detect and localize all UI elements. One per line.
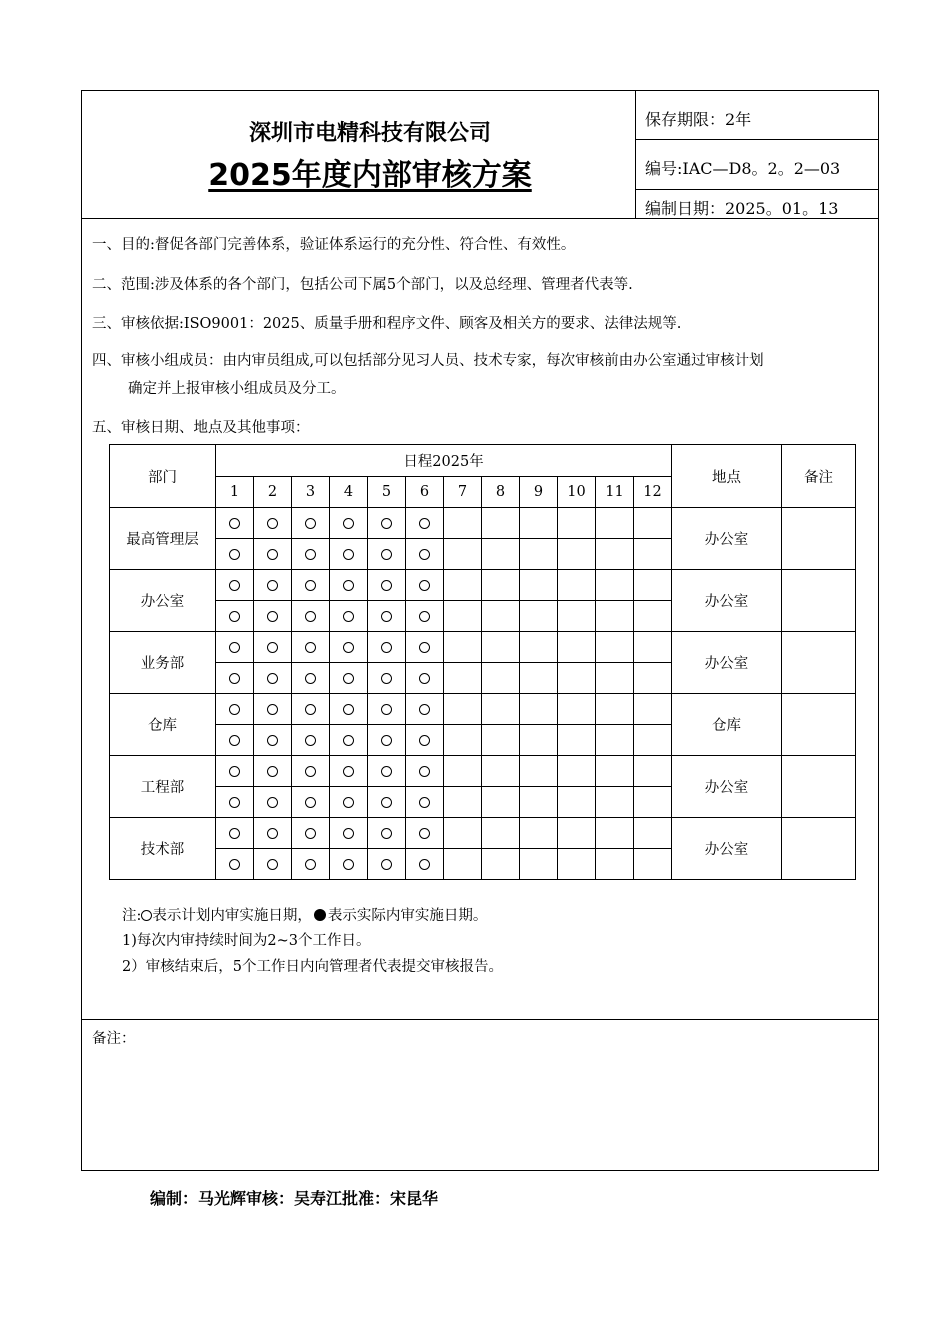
month-cell [368, 849, 406, 880]
month-cell [558, 632, 596, 663]
planned-circle-icon [229, 797, 240, 808]
month-cell [520, 818, 558, 849]
schedule-body [110, 508, 856, 880]
month-header: 8 [482, 476, 520, 508]
planned-circle-icon [305, 766, 316, 777]
month-cell [634, 725, 672, 756]
month-cell [558, 849, 596, 880]
planned-circle-icon [381, 611, 392, 622]
month-cell [444, 663, 482, 694]
section-purpose: 一、目的:督促各部门完善体系，验证体系运行的充分性、符合性、有效性。 [92, 237, 576, 253]
month-cell [482, 570, 520, 601]
month-cell [254, 539, 292, 570]
planned-circle-icon [419, 766, 430, 777]
month-cell [634, 601, 672, 632]
month-cell [292, 570, 330, 601]
planned-circle-icon [419, 704, 430, 715]
month-cell [444, 632, 482, 663]
remark-cell [782, 570, 856, 632]
planned-circle-icon [381, 735, 392, 746]
table-row [110, 632, 856, 663]
planned-circle-icon [229, 518, 240, 529]
month-header: 9 [520, 476, 558, 508]
planned-circle-icon [229, 580, 240, 591]
remarks-label: 备注： [92, 1031, 136, 1047]
month-cell [254, 849, 292, 880]
month-cell [368, 663, 406, 694]
remark-cell [782, 508, 856, 570]
note-planned-text: 表示计划内审实施日期， [152, 908, 312, 924]
planned-circle-icon [419, 797, 430, 808]
dept-cell: 最高管理层 [110, 508, 216, 570]
month-cell [330, 756, 368, 787]
month-cell [444, 601, 482, 632]
dept-cell: 办公室 [110, 570, 216, 632]
planned-circle-icon [229, 549, 240, 560]
month-cell [368, 601, 406, 632]
location-cell: 办公室 [672, 818, 782, 880]
dept-cell: 仓库 [110, 694, 216, 756]
planned-circle-icon [381, 828, 392, 839]
planned-circle-icon [267, 611, 278, 622]
month-cell [634, 632, 672, 663]
month-cell [292, 632, 330, 663]
month-cell [368, 818, 406, 849]
month-cell [254, 601, 292, 632]
month-cell [216, 787, 254, 818]
planned-circle-icon [229, 673, 240, 684]
month-cell [368, 787, 406, 818]
month-cell [520, 756, 558, 787]
month-cell [558, 694, 596, 725]
planned-circle-icon [267, 704, 278, 715]
planned-circle-icon [305, 704, 316, 715]
planned-circle-icon [305, 828, 316, 839]
remark-cell [782, 694, 856, 756]
planned-circle-icon [419, 735, 430, 746]
month-cell [292, 849, 330, 880]
month-cell [254, 663, 292, 694]
note-report: 2）审核结束后，5个工作日内向管理者代表提交审核报告。 [122, 959, 503, 975]
month-cell [444, 539, 482, 570]
planned-circle-icon [343, 673, 354, 684]
month-cell [406, 539, 444, 570]
planned-circle-icon [343, 642, 354, 653]
month-cell [444, 818, 482, 849]
month-cell [406, 570, 444, 601]
month-cell [406, 508, 444, 539]
planned-circle-icon [229, 859, 240, 870]
planned-circle-icon [229, 766, 240, 777]
header-remark: 备注 [782, 445, 856, 508]
planned-circle-icon [419, 611, 430, 622]
month-cell [634, 787, 672, 818]
month-cell [292, 725, 330, 756]
planned-circle-icon [267, 673, 278, 684]
month-header: 7 [444, 476, 482, 508]
month-cell [216, 632, 254, 663]
table-row [110, 694, 856, 725]
month-cell [520, 632, 558, 663]
month-cell [216, 539, 254, 570]
month-cell [216, 694, 254, 725]
month-cell [368, 570, 406, 601]
planned-circle-icon [305, 673, 316, 684]
month-cell [216, 818, 254, 849]
month-cell [216, 663, 254, 694]
month-header: 6 [406, 476, 444, 508]
month-cell [330, 601, 368, 632]
month-cell [444, 787, 482, 818]
planned-circle-icon [305, 642, 316, 653]
month-cell [482, 663, 520, 694]
planned-circle-icon [343, 828, 354, 839]
planned-circle-icon [381, 766, 392, 777]
dept-cell: 工程部 [110, 756, 216, 818]
month-cell [558, 818, 596, 849]
month-cell [368, 694, 406, 725]
header-dept: 部门 [110, 445, 216, 508]
month-cell [520, 694, 558, 725]
planned-circle-icon [229, 611, 240, 622]
planned-circle-icon [381, 859, 392, 870]
month-cell [558, 601, 596, 632]
month-cell [558, 756, 596, 787]
planned-circle-icon [419, 549, 430, 560]
month-cell [292, 694, 330, 725]
planned-circle-icon [305, 859, 316, 870]
meta-divider-1 [635, 139, 879, 140]
planned-circle-icon [229, 642, 240, 653]
month-cell [596, 539, 634, 570]
planned-circle-icon [343, 735, 354, 746]
month-cell [330, 818, 368, 849]
planned-circle-icon [267, 859, 278, 870]
planned-circle-icon [267, 735, 278, 746]
dept-cell: 业务部 [110, 632, 216, 694]
month-cell [634, 663, 672, 694]
month-cell [254, 787, 292, 818]
month-cell [292, 818, 330, 849]
month-cell [520, 508, 558, 539]
planned-circle-icon [419, 518, 430, 529]
month-cell [482, 694, 520, 725]
header-schedule: 日程2025年 [216, 445, 672, 477]
month-header: 11 [596, 476, 634, 508]
month-cell [292, 601, 330, 632]
month-cell [520, 539, 558, 570]
month-cell [406, 756, 444, 787]
month-cell [254, 508, 292, 539]
month-cell [330, 539, 368, 570]
month-cell [482, 539, 520, 570]
planned-circle-icon [381, 704, 392, 715]
planned-circle-icon [419, 859, 430, 870]
planned-circle-icon [381, 580, 392, 591]
month-cell [482, 818, 520, 849]
month-cell [482, 756, 520, 787]
month-cell [596, 601, 634, 632]
section-scope: 二、范围:涉及体系的各个部门，包括公司下属5个部门，以及总经理、管理者代表等. [92, 277, 633, 293]
planned-circle-icon [381, 642, 392, 653]
planned-circle-icon [343, 518, 354, 529]
month-cell [406, 725, 444, 756]
planned-circle-icon [141, 910, 152, 921]
month-cell [216, 570, 254, 601]
month-header: 3 [292, 476, 330, 508]
remark-cell [782, 818, 856, 880]
month-cell [596, 849, 634, 880]
location-cell: 办公室 [672, 570, 782, 632]
month-cell [482, 725, 520, 756]
month-cell [596, 632, 634, 663]
month-cell [520, 725, 558, 756]
dept-cell: 技术部 [110, 818, 216, 880]
month-cell [406, 632, 444, 663]
planned-circle-icon [267, 549, 278, 560]
month-cell [634, 756, 672, 787]
month-cell [520, 663, 558, 694]
month-cell [330, 663, 368, 694]
planned-circle-icon [229, 828, 240, 839]
month-cell [406, 818, 444, 849]
header-location: 地点 [672, 445, 782, 508]
signature-line: 编制：马光辉审核：吴寿江批准：宋昆华 [150, 1189, 439, 1208]
month-cell [254, 756, 292, 787]
month-cell [444, 849, 482, 880]
location-cell: 办公室 [672, 508, 782, 570]
section-team-line2: 确定并上报审核小组成员及分工。 [128, 381, 346, 397]
month-cell [292, 756, 330, 787]
audit-schedule-table [109, 444, 856, 880]
month-cell [520, 849, 558, 880]
planned-circle-icon [381, 673, 392, 684]
month-header: 2 [254, 476, 292, 508]
month-cell [254, 725, 292, 756]
month-cell [596, 725, 634, 756]
planned-circle-icon [419, 673, 430, 684]
month-cell [558, 725, 596, 756]
month-cell [406, 694, 444, 725]
planned-circle-icon [419, 642, 430, 653]
planned-circle-icon [267, 766, 278, 777]
planned-circle-icon [419, 828, 430, 839]
meta-divider-2 [635, 189, 879, 190]
month-cell [520, 570, 558, 601]
header-vertical-divider [635, 90, 636, 218]
month-cell [292, 663, 330, 694]
month-cell [634, 849, 672, 880]
month-cell [596, 663, 634, 694]
month-cell [330, 694, 368, 725]
month-cell [330, 787, 368, 818]
month-cell [330, 632, 368, 663]
month-header: 1 [216, 476, 254, 508]
page-title: 2025年度内部审核方案 [208, 158, 532, 193]
month-cell [254, 694, 292, 725]
month-cell [330, 570, 368, 601]
company-name: 深圳市电精科技有限公司 [248, 121, 491, 146]
section-team-line1: 四、审核小组成员：由内审员组成,可以包括部分见习人员、技术专家，每次审核前由办公室通过审核计划 [92, 353, 764, 369]
planned-circle-icon [229, 704, 240, 715]
month-cell [216, 601, 254, 632]
month-cell [368, 539, 406, 570]
month-cell [292, 508, 330, 539]
month-cell [406, 787, 444, 818]
month-cell [558, 787, 596, 818]
planned-circle-icon [381, 549, 392, 560]
planned-circle-icon [305, 611, 316, 622]
month-cell [254, 570, 292, 601]
month-header: 10 [558, 476, 596, 508]
month-cell [482, 601, 520, 632]
month-cell [482, 632, 520, 663]
remarks-divider [81, 1019, 879, 1020]
compile-date: 编制日期：2025。01。13 [645, 199, 839, 218]
planned-circle-icon [343, 580, 354, 591]
planned-circle-icon [305, 549, 316, 560]
planned-circle-icon [343, 766, 354, 777]
month-cell [558, 663, 596, 694]
month-cell [406, 663, 444, 694]
month-cell [596, 787, 634, 818]
month-cell [444, 694, 482, 725]
month-cell [216, 508, 254, 539]
note-actual-text: 表示实际内审实施日期。 [327, 908, 488, 924]
planned-circle-icon [267, 828, 278, 839]
actual-dot-icon [314, 909, 326, 921]
planned-circle-icon [305, 580, 316, 591]
planned-circle-icon [419, 580, 430, 591]
planned-circle-icon [343, 704, 354, 715]
planned-circle-icon [267, 797, 278, 808]
month-cell [634, 570, 672, 601]
table-row [110, 508, 856, 539]
month-cell [216, 725, 254, 756]
planned-circle-icon [343, 611, 354, 622]
month-cell [406, 601, 444, 632]
month-cell [330, 725, 368, 756]
month-cell [596, 694, 634, 725]
planned-circle-icon [305, 797, 316, 808]
month-cell [482, 508, 520, 539]
table-row [110, 756, 856, 787]
month-cell [596, 508, 634, 539]
note-duration: 1)每次内审持续时间为2~3个工作日。 [122, 933, 371, 949]
month-cell [216, 849, 254, 880]
note-prefix: 注: [122, 908, 142, 924]
location-cell: 办公室 [672, 756, 782, 818]
section-basis: 三、审核依据:ISO9001：2025、质量手册和程序文件、顾客及相关方的要求、法律法规等. [92, 316, 682, 332]
month-cell [330, 849, 368, 880]
month-cell [558, 570, 596, 601]
month-cell [254, 632, 292, 663]
month-cell [254, 818, 292, 849]
month-cell [368, 508, 406, 539]
table-row [110, 570, 856, 601]
month-cell [596, 570, 634, 601]
month-cell [330, 508, 368, 539]
month-header: 5 [368, 476, 406, 508]
planned-circle-icon [267, 518, 278, 529]
month-header: 12 [634, 476, 672, 508]
month-cell [634, 818, 672, 849]
month-cell [520, 787, 558, 818]
month-cell [596, 756, 634, 787]
retention-period: 保存期限：2年 [645, 110, 752, 129]
planned-circle-icon [381, 797, 392, 808]
month-cell [634, 508, 672, 539]
month-cell [368, 725, 406, 756]
month-cell [444, 508, 482, 539]
planned-circle-icon [267, 580, 278, 591]
planned-circle-icon [343, 859, 354, 870]
planned-circle-icon [343, 549, 354, 560]
month-cell [444, 756, 482, 787]
planned-circle-icon [343, 797, 354, 808]
month-cell [292, 787, 330, 818]
planned-circle-icon [305, 735, 316, 746]
month-cell [406, 849, 444, 880]
note-legend [122, 905, 487, 927]
table-row [110, 818, 856, 849]
month-cell [482, 849, 520, 880]
location-cell: 办公室 [672, 632, 782, 694]
remark-cell [782, 632, 856, 694]
month-cell [292, 539, 330, 570]
document-number: 编号:IAC—D8。2。2—03 [645, 159, 841, 178]
month-cell [634, 539, 672, 570]
month-cell [444, 570, 482, 601]
month-cell [520, 601, 558, 632]
month-cell [558, 539, 596, 570]
month-cell [368, 632, 406, 663]
planned-circle-icon [381, 518, 392, 529]
planned-circle-icon [229, 735, 240, 746]
month-cell [558, 508, 596, 539]
month-cell [216, 756, 254, 787]
month-cell [368, 756, 406, 787]
month-cell [482, 787, 520, 818]
month-cell [634, 694, 672, 725]
month-cell [596, 818, 634, 849]
planned-circle-icon [267, 642, 278, 653]
month-cell [444, 725, 482, 756]
section-dates: 五、审核日期、地点及其他事项： [92, 420, 310, 436]
month-header: 4 [330, 476, 368, 508]
planned-circle-icon [305, 518, 316, 529]
location-cell: 仓库 [672, 694, 782, 756]
remark-cell [782, 756, 856, 818]
